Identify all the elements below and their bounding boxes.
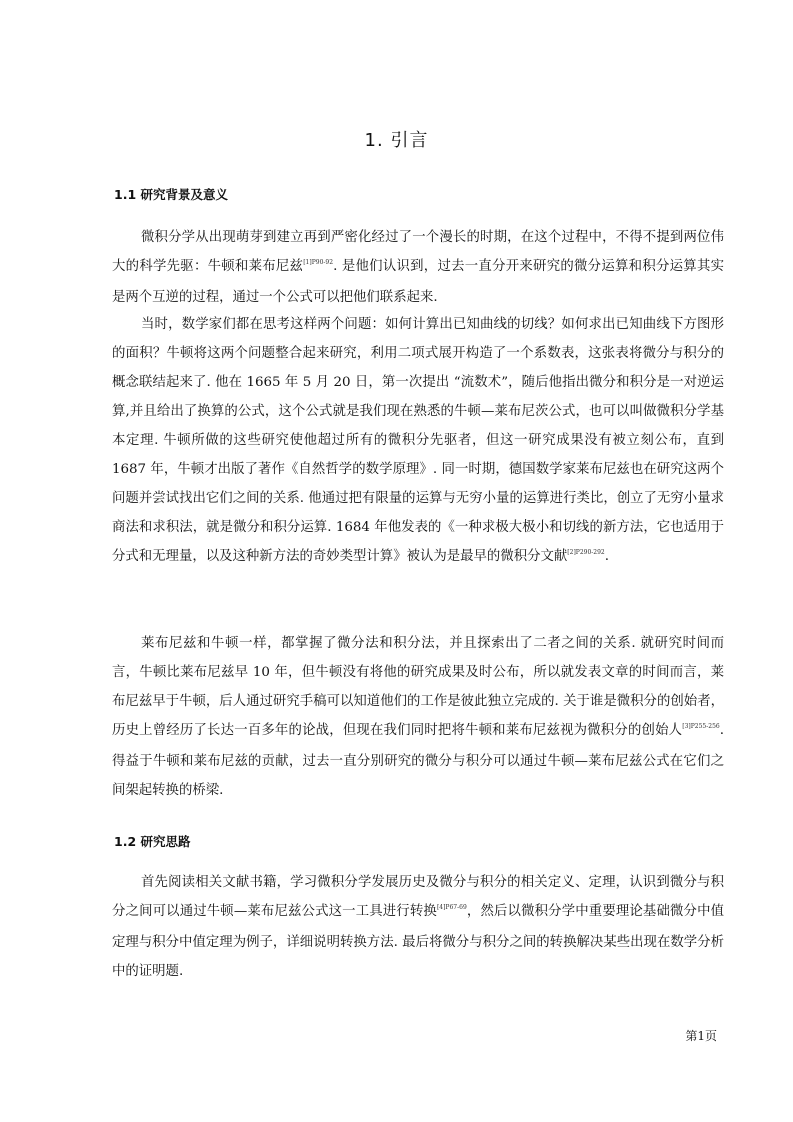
paragraph: [112, 223, 724, 312]
section-heading-1-2: 1.2 研究思路: [114, 834, 191, 849]
paragraph-text: 首先阅读相关文献书籍，学习微积分学发展历史及微分与积分的相关定义、定理，认识到微分与积分之间可以通过牛顿—莱布尼兹公式这一工具进行转换: [112, 875, 724, 919]
paragraph: [112, 868, 724, 986]
page-number: 第1页: [685, 1029, 717, 1043]
paragraph-text: ，然后以微积分学中重要理论基础微分中值定理与积分中值定理为例子，详细说明转换方法. 最后将微分与积分之间的转换解决某些出现在数学分析中的证明题.: [112, 904, 725, 979]
citation: [4]P67-69: [436, 904, 467, 911]
paragraph-text: . 是他们认识到，过去一直分开来研究的微分运算和积分运算其实是两个互逆的过程，通过一个公式可以把他们联系起来.: [112, 259, 725, 305]
citation: [1]P90-92: [303, 259, 334, 266]
paragraph-text: .: [604, 549, 610, 564]
chapter-title: 1. 引言: [364, 130, 429, 151]
paragraph-text: 莱布尼兹和牛顿一样，都掌握了微分法和积分法，并且探索出了二者之间的关系. 就研究时间而言，牛顿比莱布尼兹早 10 年，但牛顿没有将他的研究成果及时公布，所以就发表文章的时间而言，莱布尼兹早于牛顿，后人通过研究手稿可以知道他们的工作是彼此独立完成的. 关于谁是微积分的创始者，历史上曾经历了长达一百多年的论战，但现在我们同时把将牛顿和莱布尼兹视为微积分的创始人: [112, 636, 724, 738]
paragraph-text: 当时，数学家们都在思考这样两个问题：如何计算出已知曲线的切线？如何求出已知曲线下方图形的面积？牛顿将这两个问题整合起来研究，利用二项式展开构造了一个系数表，这张表将微分与积分的概念联结起来了. 他在 1665 年 5 月 20 日，第一次提出 “流数术”，随后他指出微分和积分是一对逆运算,并且给出了换算的公式，这个公式就是我们现在熟悉的牛顿—莱布尼茨公式，也可以叫做微积分学基本定理. 牛顿所做的这些研究使他超过所有的微积分先驱者，但这一研究成果没有被立刻公布，直到 1687 年，牛顿才出版了著作《自然哲学的数学原理》. 同一时期，德国数学家莱布尼兹也在研究这两个问题并尝试找出它们之间的关系. 他通过把有限量的运算与无穷小量的运算进行类比，创立了无穷小量求商法和求积法，就是微分和积分运算. 1684 年他发表的《一种求极大极小和切线的新方法，它也适用于分式和无理量，以及这种新方法的奇妙类型计算》被认为是最早的微积分文献: [112, 317, 724, 564]
paragraph-text: 微积分学从出现萌芽到建立再到严密化经过了一个漫长的时期，在这个过程中，不得不提到两位伟大的科学先驱：牛顿和莱布尼兹: [112, 230, 724, 274]
paragraph: [112, 629, 724, 805]
section-heading-1-1: 1.1 研究背景及意义: [114, 187, 228, 202]
paragraph: [112, 310, 724, 573]
citation: [2]P290-292: [567, 549, 605, 556]
citation: [3]P255-256: [682, 723, 720, 730]
paragraph-text: . 得益于牛顿和莱布尼兹的贡献，过去一直分别研究的微分与积分可以通过牛顿—莱布尼兹公式在它们之间架起转换的桥梁.: [112, 723, 724, 798]
